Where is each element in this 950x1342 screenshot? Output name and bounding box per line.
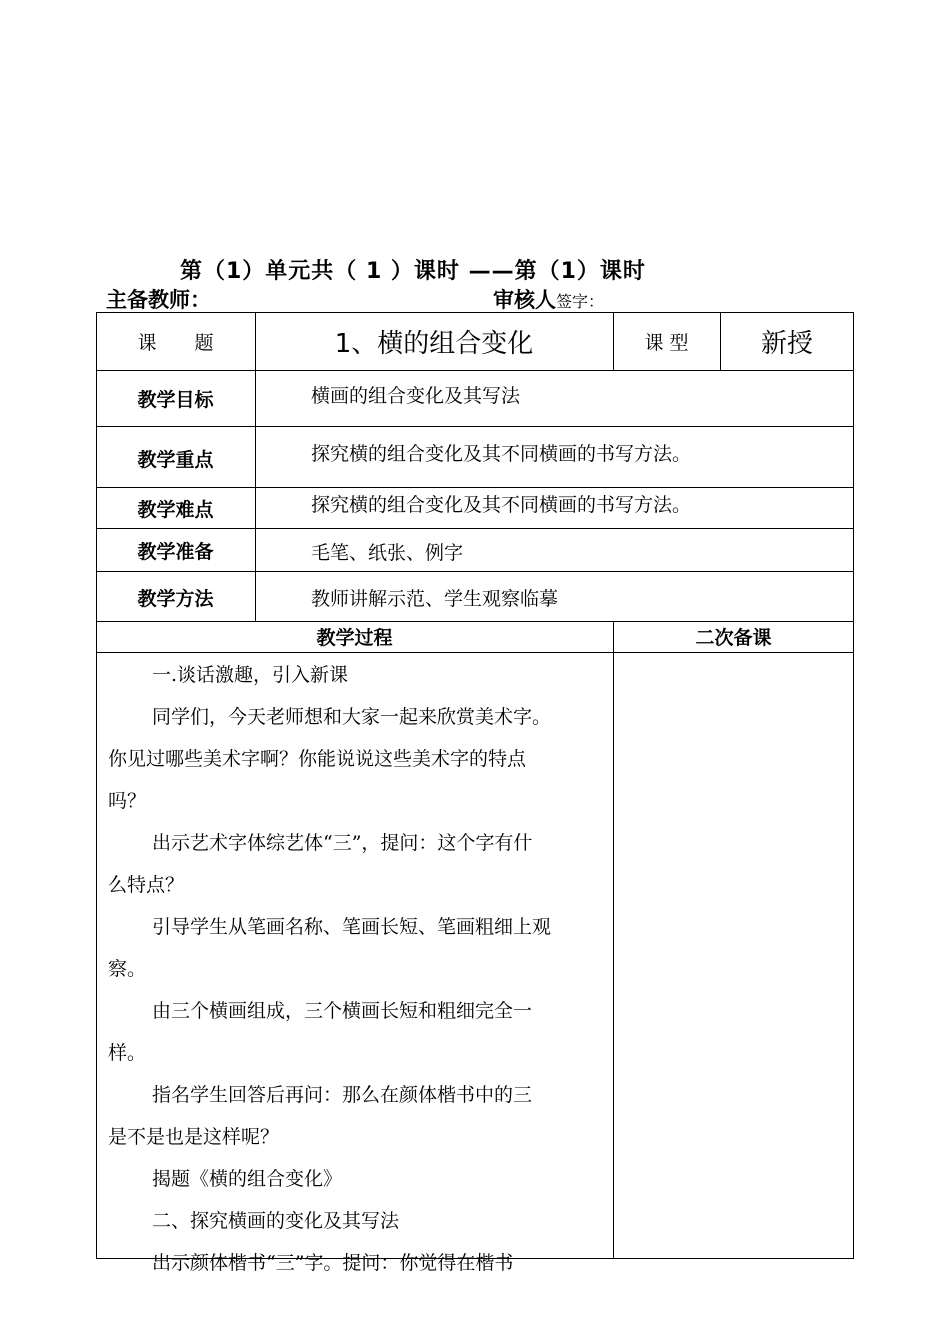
row-divider [96,426,854,427]
lead-teacher-label: 主备教师： [106,288,211,312]
preparation-value: 毛笔、纸张、例字 [311,542,464,564]
type-value: 新授 [760,328,813,359]
second-prep-header: 二次备课 [695,627,772,649]
topic-value: 1、横的组合变化 [334,328,534,359]
difficulty-label: 教学难点 [137,498,214,521]
method-label: 教学方法 [137,587,214,610]
key-point-value: 探究横的组合变化及其不同横画的书写方法。 [311,443,692,465]
process-line: 察。 [108,958,147,980]
process-line: 出示艺术字体综艺体“三”，提问：这个字有什 [152,832,533,854]
signature-label: 签字： [556,292,605,311]
objective-label: 教学目标 [137,388,214,411]
row-divider [96,487,854,488]
process-content [108,654,606,1284]
page-title: 第（1）单元共（ 1 ）课时 ——第（1）课时 [180,259,646,284]
row-divider [96,528,854,529]
key-point-label: 教学重点 [137,448,214,471]
process-line: 样。 [108,1042,147,1064]
process-line: 揭题《横的组合变化》 [152,1168,343,1190]
column-divider [613,621,614,1259]
reviewer-text: 审核人 [493,288,556,312]
process-line: 吗？ [108,790,147,812]
method-value: 教师讲解示范、学生观察临摹 [311,588,559,610]
row-divider [96,370,854,371]
process-line: 由三个横画组成，三个横画长短和粗细完全一 [152,1000,533,1022]
process-line: 同学们，今天老师想和大家一起来欣赏美术字。 [152,706,552,728]
process-line: 么特点？ [108,874,185,896]
difficulty-value: 探究横的组合变化及其不同横画的书写方法。 [311,494,692,516]
process-line: 出示颜体楷书“三”字。提问：你觉得在楷书 [152,1252,514,1274]
process-header: 教学过程 [316,627,393,649]
row-divider [96,652,854,653]
process-line: 是不是也是这样呢？ [108,1126,280,1148]
type-label: 课 型 [644,331,689,354]
process-line: 一.谈话激趣，引入新课 [152,664,349,686]
process-line: 二、探究横画的变化及其写法 [152,1210,400,1232]
process-line: 引导学生从笔画名称、笔画长短、笔画粗细上观 [152,916,552,938]
objective-value: 横画的组合变化及其写法 [311,385,521,407]
topic-label: 课 题 [137,331,214,354]
row-divider [96,571,854,572]
reviewer-label [493,284,604,314]
process-line: 指名学生回答后再问：那么在颜体楷书中的三 [152,1084,533,1106]
process-line: 你见过哪些美术字啊？你能说说这些美术字的特点 [108,748,527,770]
preparation-label: 教学准备 [137,540,214,563]
